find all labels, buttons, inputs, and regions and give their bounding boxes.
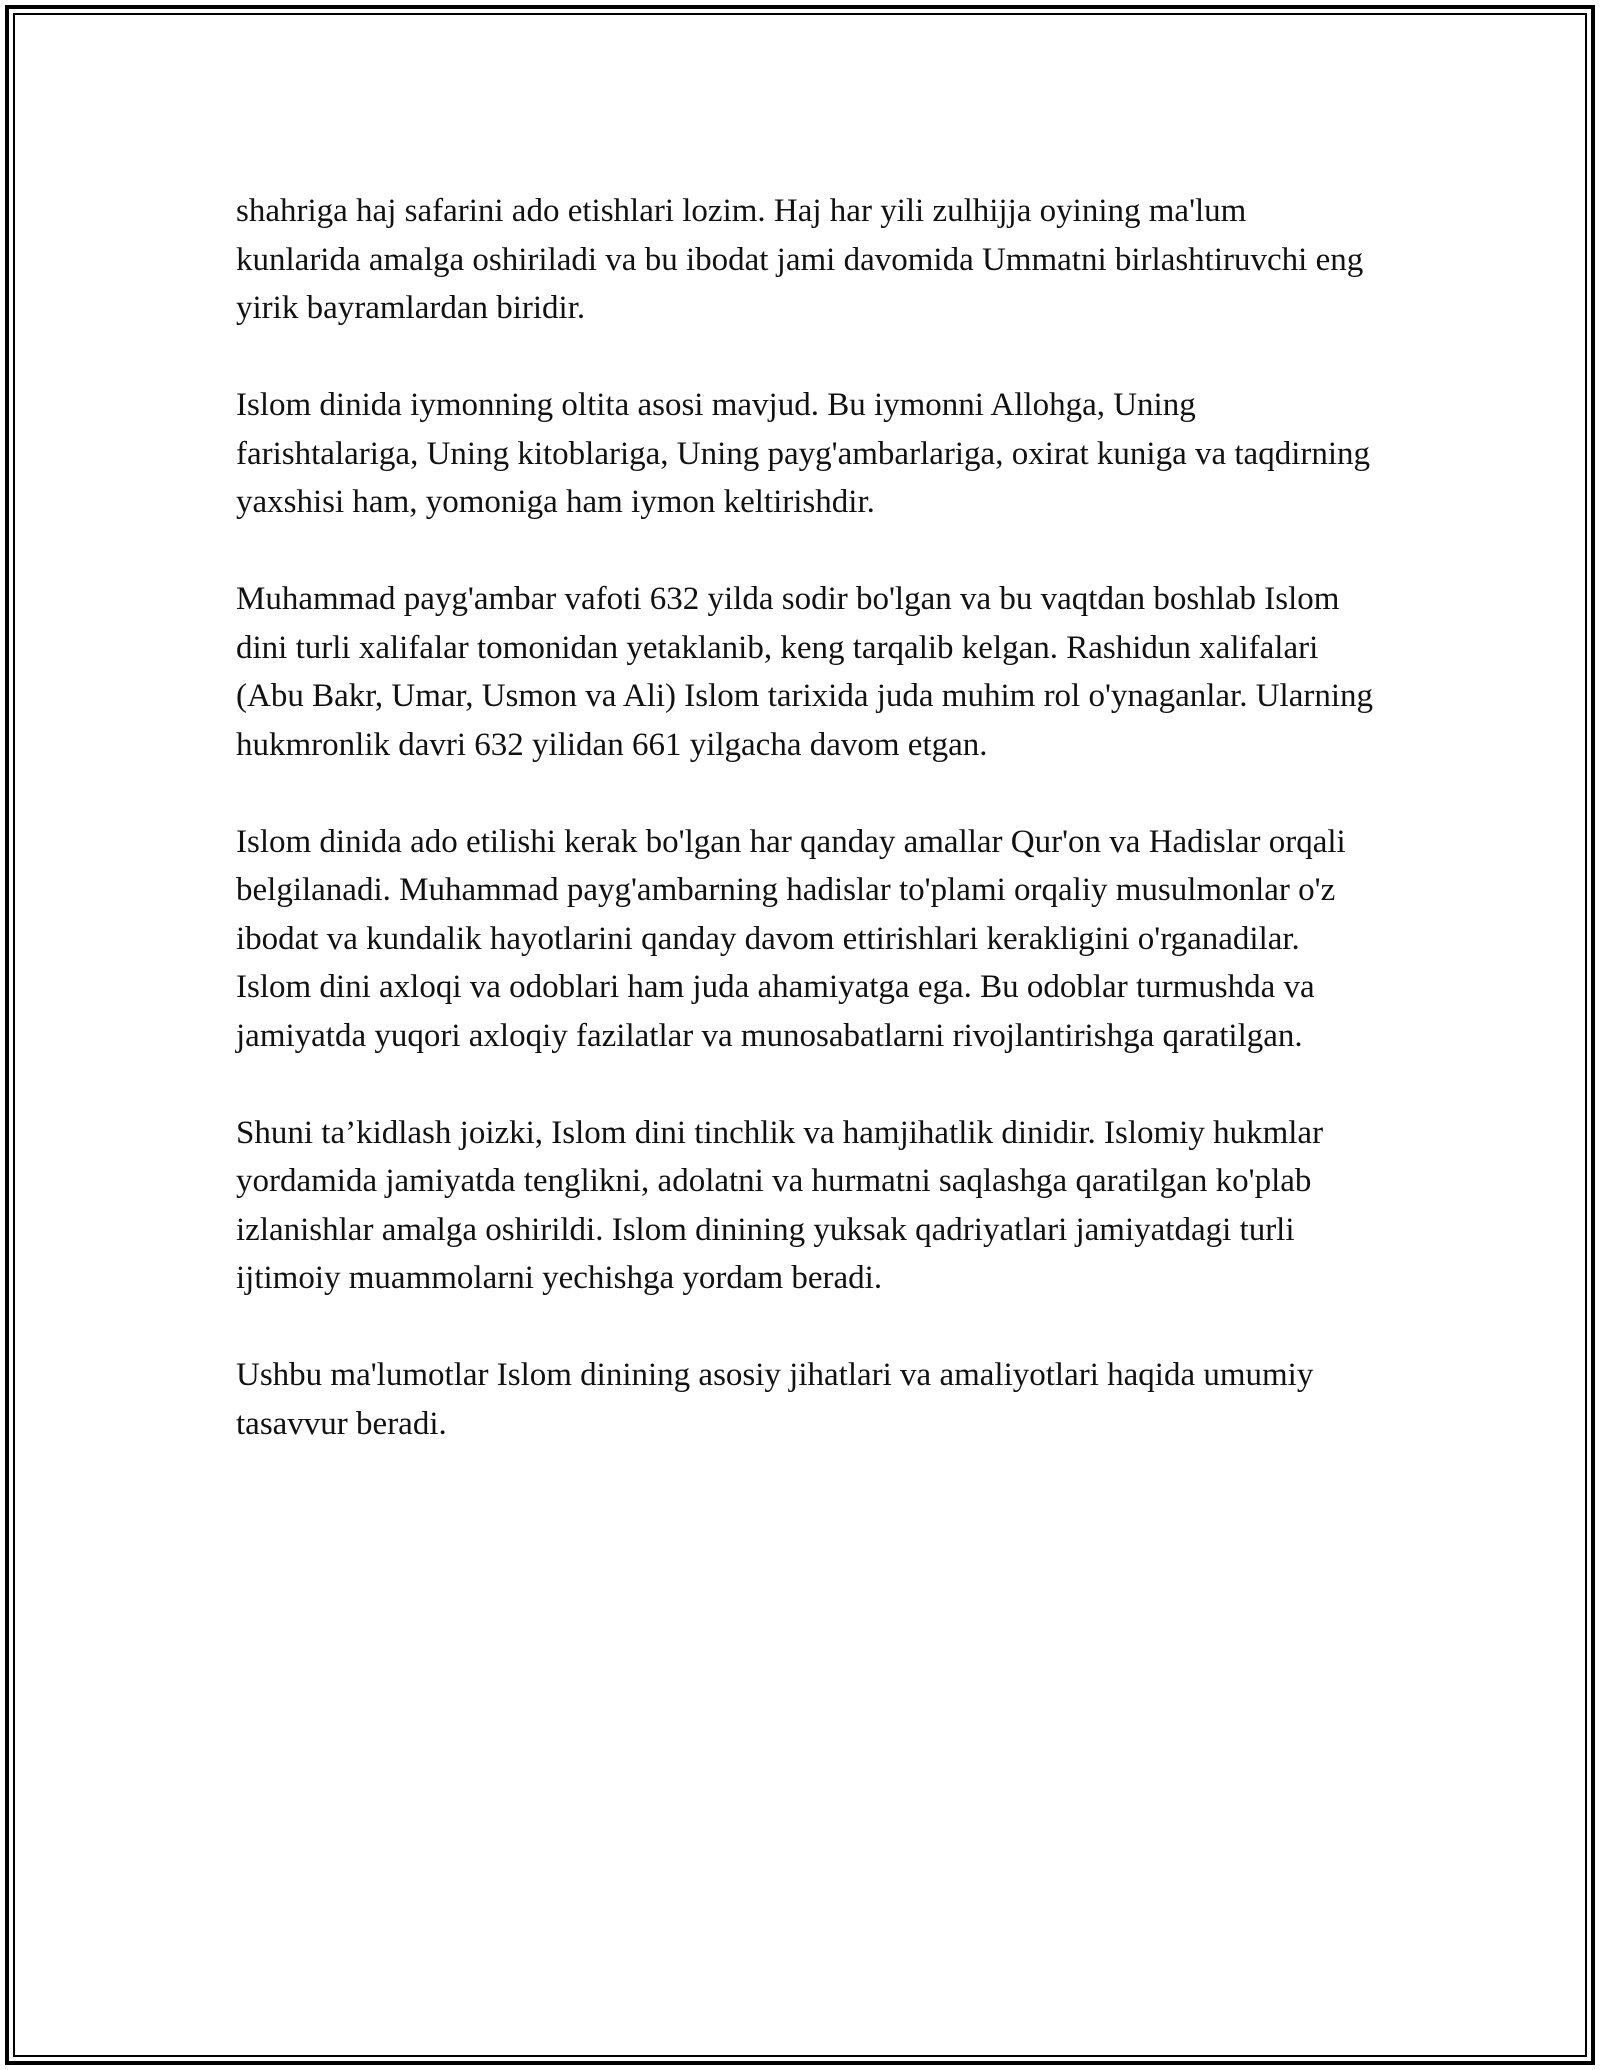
paragraph-iman-pillars: Islom dinida iymonning oltita asosi mavjud. Bu iymonni Allohga, Uning farishtalariga, Uning kitoblariga, Uning payg'ambarlariga, oxirat kuniga va taqdirning yaxshisi ham, yomoniga ham iymon keltirishdir. [236, 387, 1379, 520]
paragraph-quran-hadith: Islom dinida ado etilishi kerak bo'lgan har qanday amallar Qur'on va Hadislar orqali belgilanadi. Muhammad payg'ambarning hadislar to'plami orqaliy musulmonlar o'z ibodat va kundalik hayotlarini qanday davom ettirishlari kerakligini o'rganadilar. Islom dini axloqi va odoblari ham juda ahamiyatga ega. Bu odoblar turmushda va jamiyatda yuqori axloqiy fazilatlar va munosabatlarni rivojlantirishga qaratilgan. [236, 823, 1354, 1054]
paragraph-hajj: shahriga haj safarini ado etishlari lozim. Haj har yili zulhijja oyining ma'lum kunlarida amalga oshiriladi va bu ibodat jami davomida Ummatni birlashtiruvchi eng yirik bayramlardan biridir. [236, 193, 1372, 326]
paragraph-caliphs: Muhammad payg'ambar vafoti 632 yilda sodir bo'lgan va bu vaqtdan boshlab Islom dini turli xalifalar tomonidan yetaklanib, keng tarqalib kelgan. Rashidun xalifalari (Abu Bakr, Umar, Usmon va Ali) Islom tarixida juda muhim rol o'ynaganlar. Ularning hukmronlik davri 632 yilidan 661 yilgacha davom etgan. [236, 581, 1382, 763]
paragraph-summary: Ushbu ma'lumotlar Islom dinining asosiy jihatlari va amaliyotlari haqida umumiy tasavvur beradi. [236, 1357, 1322, 1442]
document-body [236, 187, 1382, 1448]
paragraph-peace: Shuni ta’kidlash joizki, Islom dini tinchlik va hamjihatlik dinidir. Islomiy hukmlar yordamida jamiyatda tenglikni, adolatni va hurmatni saqlashga qaratilgan ko'plab izlanishlar amalga oshirildi. Islom dinining yuksak qadriyatlari jamiyatdagi turli ijtimoiy muammolarni yechishga yordam beradi. [236, 1114, 1332, 1296]
